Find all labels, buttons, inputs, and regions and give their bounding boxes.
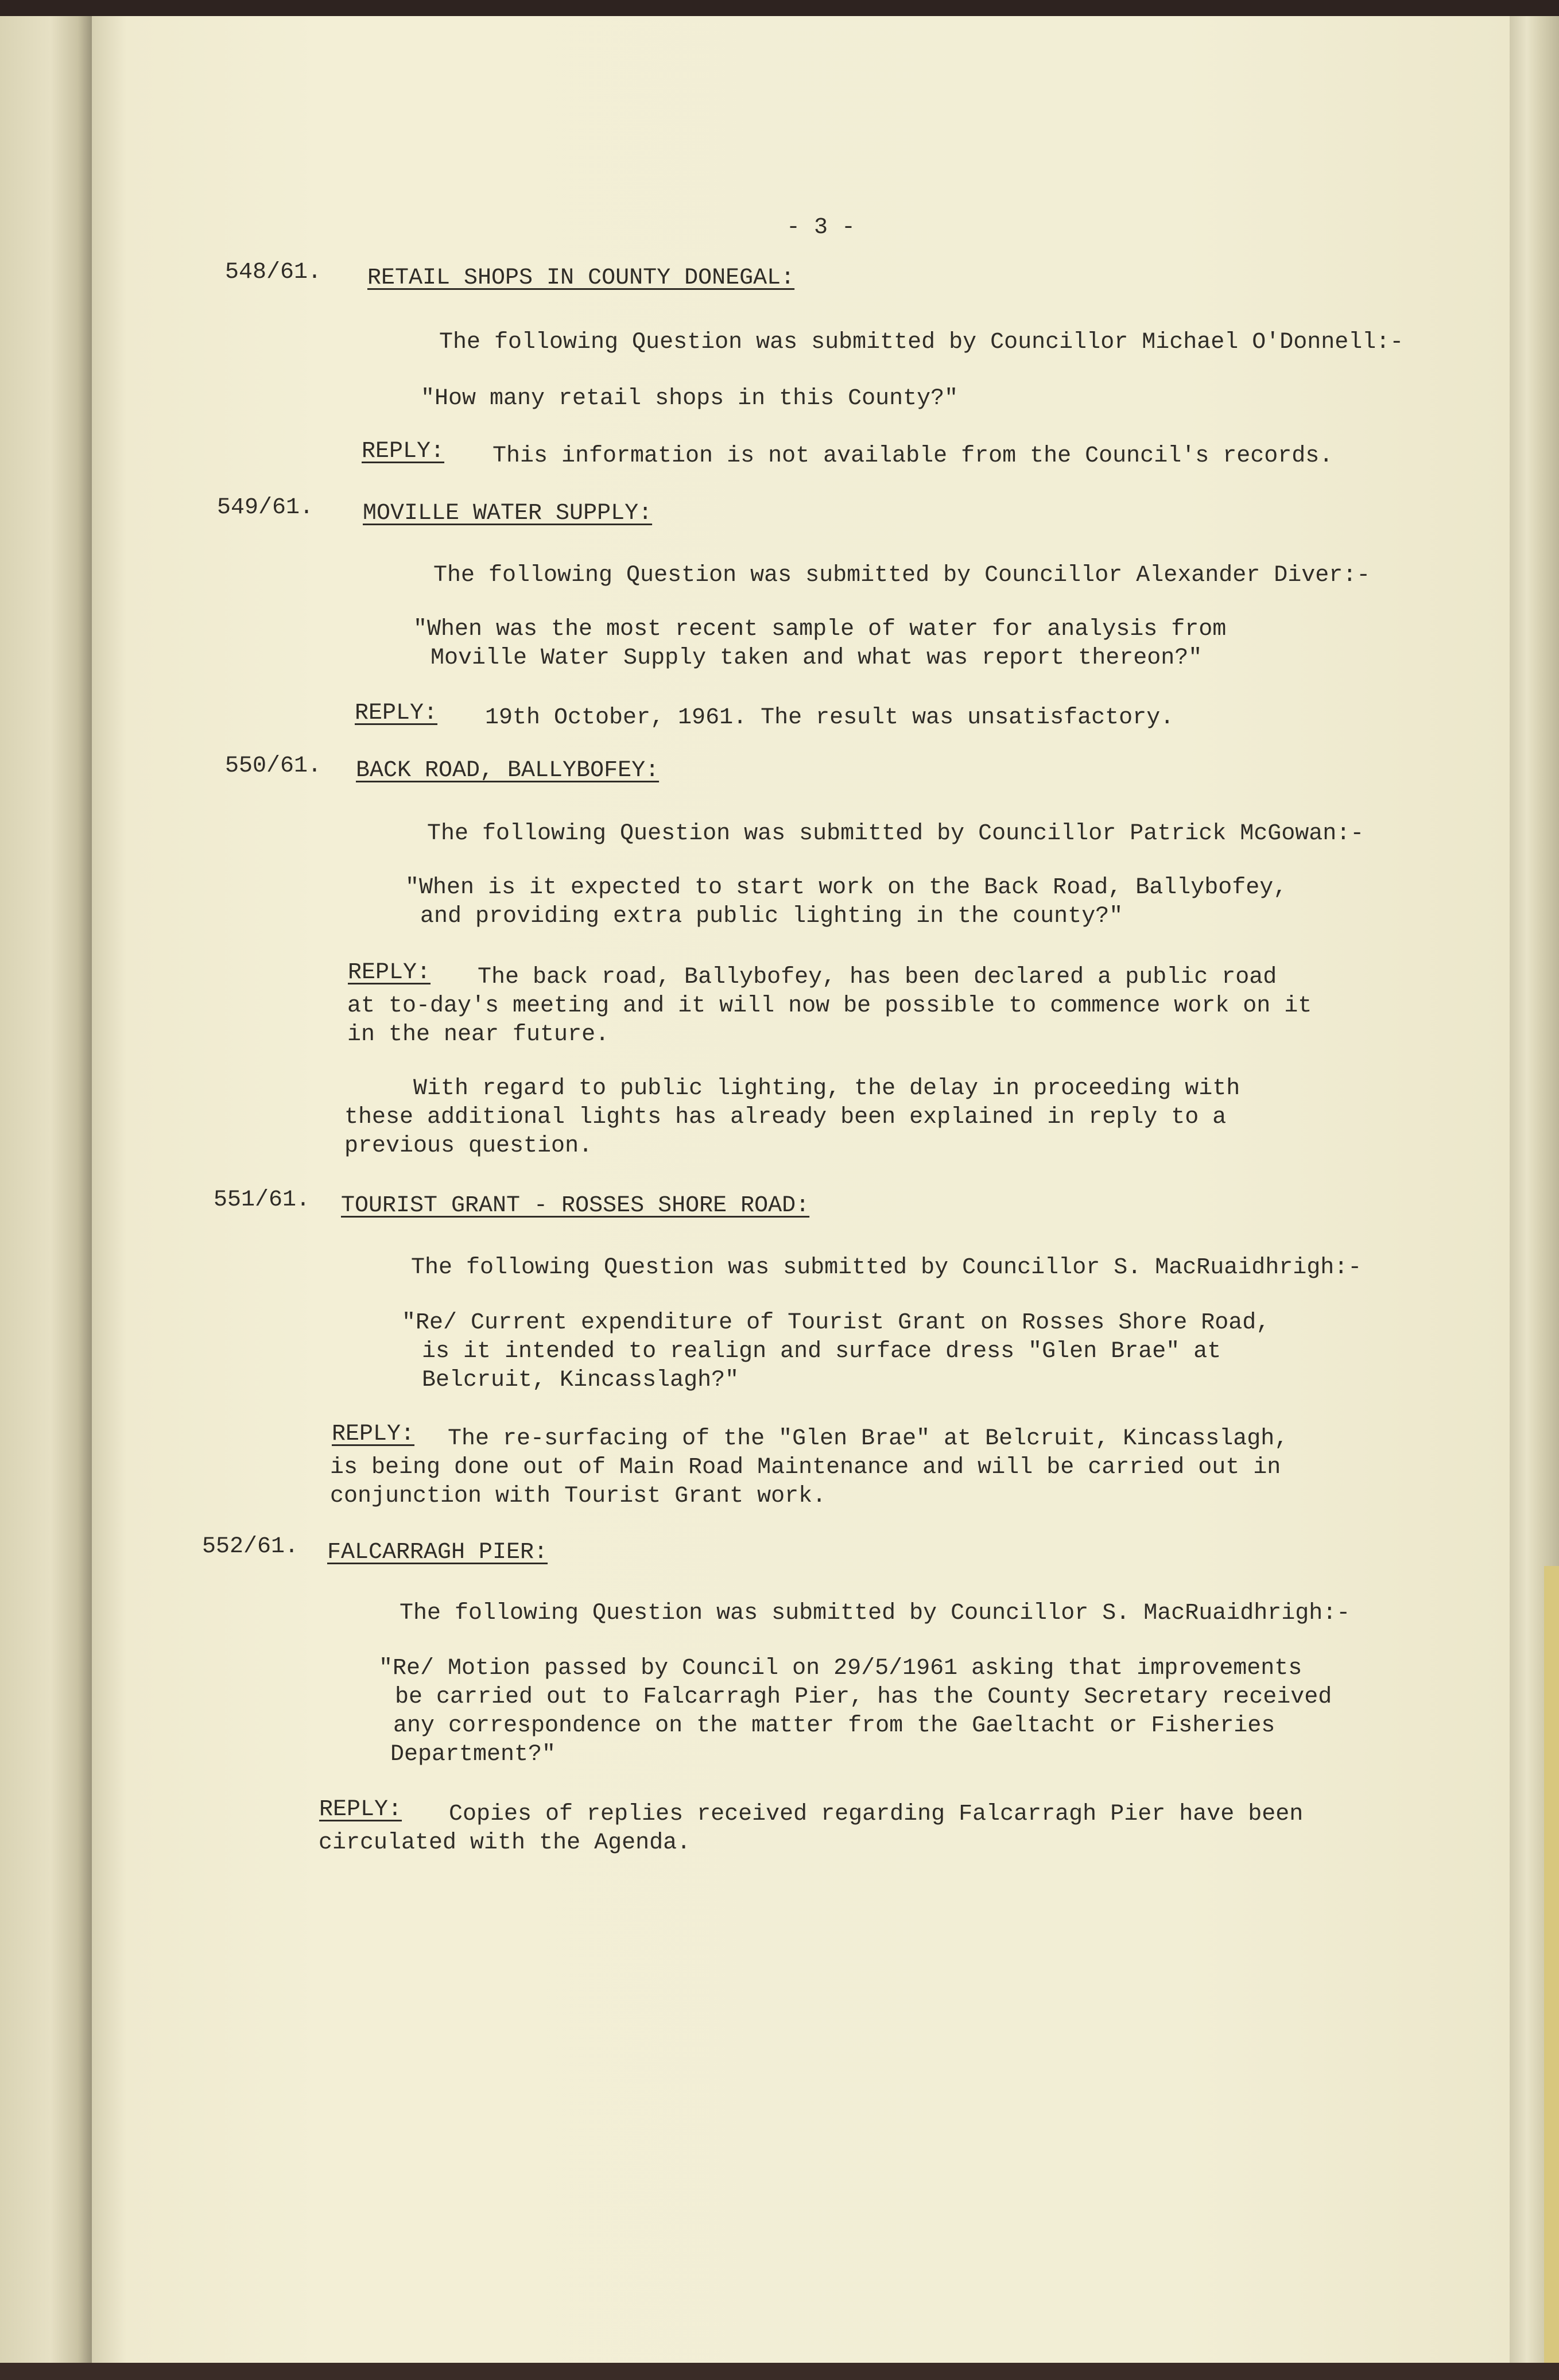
item-heading: BACK ROAD, BALLYBOFEY: bbox=[356, 758, 660, 784]
reply-label: REPLY: bbox=[319, 1797, 402, 1823]
question-line: "When was the most recent sample of water for analysis from bbox=[413, 617, 1227, 642]
scan-bottom-edge bbox=[0, 2363, 1559, 2380]
reply-label: REPLY: bbox=[332, 1421, 415, 1447]
question-line: is it intended to realign and surface dress "Glen Brae" at bbox=[422, 1339, 1221, 1365]
item-number: 548/61. bbox=[225, 259, 322, 285]
page-number: - 3 - bbox=[786, 215, 856, 241]
scan-top-edge bbox=[0, 0, 1559, 16]
question-line: "When is it expected to start work on the Back Road, Ballybofey, bbox=[405, 875, 1287, 901]
reply-line: 19th October, 1961. The result was unsatisfactory. bbox=[485, 705, 1174, 731]
item-number: 552/61. bbox=[202, 1534, 299, 1560]
question-line: Moville Water Supply taken and what was report thereon?" bbox=[431, 645, 1203, 671]
reply-line: Copies of replies received regarding Falcarragh Pier have been bbox=[449, 1801, 1304, 1827]
question-line: Department?" bbox=[390, 1742, 556, 1767]
item-heading: FALCARRAGH PIER: bbox=[327, 1540, 548, 1565]
binding-strip bbox=[1544, 1566, 1559, 2364]
question-line: any correspondence on the matter from the Gaeltacht or Fisheries bbox=[393, 1713, 1275, 1739]
question-intro: The following Question was submitted by Councillor S. MacRuaidhrigh:- bbox=[411, 1255, 1362, 1281]
reply-paragraph-line: previous question. bbox=[344, 1133, 593, 1159]
item-heading: RETAIL SHOPS IN COUNTY DONEGAL: bbox=[367, 265, 795, 291]
question-line: "Re/ Current expenditure of Tourist Grant on Rosses Shore Road, bbox=[402, 1310, 1270, 1336]
question-line: and providing extra public lighting in the county?" bbox=[420, 904, 1123, 929]
reply-label: REPLY: bbox=[362, 439, 445, 464]
reply-line: at to-day's meeting and it will now be possible to commence work on it bbox=[347, 993, 1312, 1019]
reply-paragraph-line: these additional lights has already been explained in reply to a bbox=[344, 1104, 1227, 1130]
reply-paragraph-line: With regard to public lighting, the delay in proceeding with bbox=[413, 1076, 1240, 1102]
reply-label: REPLY: bbox=[348, 960, 431, 986]
question-intro: The following Question was submitted by Councillor Alexander Diver:- bbox=[433, 563, 1371, 588]
reply-line: circulated with the Agenda. bbox=[319, 1830, 691, 1856]
item-number: 551/61. bbox=[214, 1187, 311, 1213]
question-intro: The following Question was submitted by Councillor Michael O'Donnell:- bbox=[439, 330, 1404, 355]
reply-line: The back road, Ballybofey, has been declared a public road bbox=[478, 964, 1277, 990]
page-stack-edge bbox=[1510, 16, 1559, 2363]
reply-label: REPLY: bbox=[355, 700, 438, 726]
item-number: 549/61. bbox=[217, 495, 314, 521]
reply-line: This information is not available from the Council's records. bbox=[492, 443, 1333, 469]
question-intro: The following Question was submitted by Councillor S. MacRuaidhrigh:- bbox=[400, 1600, 1351, 1626]
question-intro: The following Question was submitted by Councillor Patrick McGowan:- bbox=[427, 821, 1364, 847]
question-line: "Re/ Motion passed by Council on 29/5/1961 asking that improvements bbox=[379, 1656, 1302, 1681]
question-line: be carried out to Falcarragh Pier, has the County Secretary received bbox=[395, 1684, 1332, 1710]
question-line: "How many retail shops in this County?" bbox=[421, 386, 959, 412]
item-heading: MOVILLE WATER SUPPLY: bbox=[363, 501, 653, 526]
item-heading: TOURIST GRANT - ROSSES SHORE ROAD: bbox=[341, 1193, 810, 1219]
facing-page-edge bbox=[0, 16, 92, 2363]
item-number: 550/61. bbox=[225, 753, 322, 779]
question-line: Belcruit, Kincasslagh?" bbox=[422, 1367, 739, 1393]
reply-line: conjunction with Tourist Grant work. bbox=[330, 1483, 827, 1509]
reply-line: The re-surfacing of the "Glen Brae" at Belcruit, Kincasslagh, bbox=[448, 1426, 1289, 1452]
reply-line: in the near future. bbox=[347, 1022, 610, 1048]
reply-line: is being done out of Main Road Maintenance and will be carried out in bbox=[330, 1455, 1281, 1480]
